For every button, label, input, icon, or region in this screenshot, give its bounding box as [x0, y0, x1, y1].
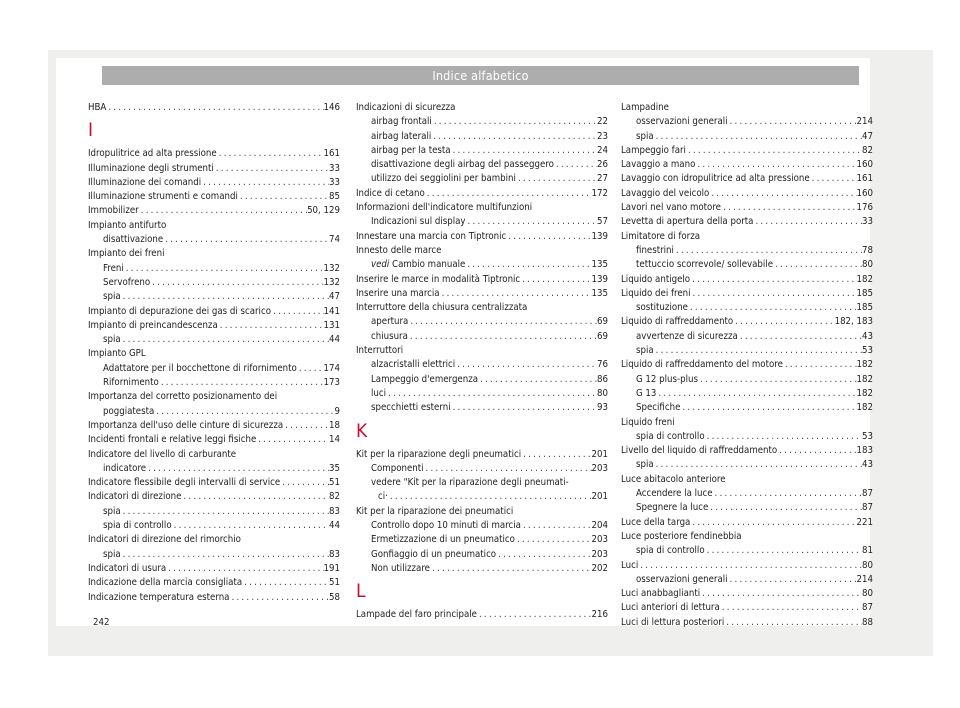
index-subentry: sostituzione . . . 185 — [621, 301, 873, 315]
index-entry: Lavaggio a mano . . . 160 — [621, 158, 873, 172]
index-entry: Inserire le marce in modalità Tiptronic . . . 139 — [356, 273, 608, 287]
index-subentry: Freni . . . 132 — [88, 262, 340, 276]
index-heading: Impianto GPL — [88, 348, 146, 360]
index-subentry: spia . . . 47 — [621, 130, 873, 144]
index-heading: Indicatori di direzione del rimorchio — [88, 534, 241, 546]
index-subentry: tettuccio scorrevole/ sollevabile . . . 80 — [621, 258, 873, 272]
section-letter: I — [88, 119, 94, 142]
index-entry: Liquido dei freni . . . 185 — [621, 287, 873, 301]
index-heading: Limitatore di forza — [621, 230, 701, 242]
index-entry: Illuminazione dei comandi . . . 33 — [88, 176, 340, 190]
index-heading: Impianto dei freni — [88, 248, 165, 260]
index-entry: Lavori nel vano motore . . . 176 — [621, 201, 873, 215]
index-entry: HBA . . . 146 — [88, 101, 340, 115]
index-subentry: G 13 . . . 182 — [621, 387, 873, 401]
index-subentry: Rifornimento . . . 173 — [88, 376, 340, 390]
index-subentry: disattivazione . . . 74 — [88, 233, 340, 247]
index-entry: Luci di lettura posteriori . . . 88 — [621, 616, 873, 630]
index-heading: Kit per la riparazione dei pneumatici — [356, 505, 514, 517]
index-subentry: indicatore . . . 35 — [88, 462, 340, 476]
index-entry: Liquido antigelo . . . 182 — [621, 273, 873, 287]
index-entry: Inserire una marcia . . . 135 — [356, 287, 608, 301]
index-entry: Idropulitrice ad alta pressione . . . 161 — [88, 147, 340, 161]
index-subentry: spia . . . 83 — [88, 505, 340, 519]
index-heading: Interruttori — [356, 345, 404, 357]
index-subentry: Ermetizzazione di un pneumatico . . . 203 — [356, 533, 608, 547]
index-entry: Luce della targa . . . 221 — [621, 516, 873, 530]
index-entry: Lampeggio fari . . . 82 — [621, 144, 873, 158]
index-heading: Informazioni dell'indicatore multifunzioni — [356, 202, 533, 214]
index-subentry: Specifiche . . . 182 — [621, 401, 873, 415]
index-entry: Indicatori di usura . . . 191 — [88, 562, 340, 576]
index-column-1 — [88, 101, 340, 605]
index-subheading: vedere "Kit per la riparazione degli pneumati- — [371, 477, 569, 489]
index-column-2 — [356, 101, 608, 623]
index-subentry: Componenti . . . 203 — [356, 462, 608, 476]
index-subentry: Controllo dopo 10 minuti di marcia . . . 204 — [356, 519, 608, 533]
index-entry: Livello del liquido di raffreddamento . . . 183 — [621, 444, 873, 458]
index-entry: Illuminazione degli strumenti . . . 33 — [88, 162, 340, 176]
index-subentry: apertura . . . 69 — [356, 315, 608, 329]
index-subentry: osservazioni generali . . . 214 — [621, 573, 873, 587]
index-heading: Luce posteriore fendinebbia — [621, 530, 742, 542]
index-subentry: Indicazioni sul display . . . 57 — [356, 215, 608, 229]
index-subentry: avvertenze di sicurezza . . . 43 — [621, 330, 873, 344]
index-subentry: spia . . . 53 — [621, 344, 873, 358]
index-entry: Lampade del faro principale . . . 216 — [356, 608, 608, 622]
index-entry: Luci anabbaglianti . . . 80 — [621, 587, 873, 601]
index-subentry: specchietti esterni . . . 93 — [356, 401, 608, 415]
index-heading: Lampadine — [621, 102, 669, 113]
index-subentry: alzacristalli elettrici . . . 76 — [356, 358, 608, 372]
index-subentry: airbag per la testa . . . 24 — [356, 144, 608, 158]
index-subentry: osservazioni generali . . . 214 — [621, 115, 873, 129]
index-subentry: utilizzo dei seggiolini per bambini . . . 27 — [356, 172, 608, 186]
index-heading: Innesto delle marce — [356, 244, 442, 256]
page-title: Indice alfabetico — [102, 66, 859, 85]
index-subentry: airbag laterali . . . 23 — [356, 130, 608, 144]
index-subentry: luci . . . 80 — [356, 387, 608, 401]
index-heading: Interruttore della chiusura centralizzata — [356, 302, 528, 314]
index-entry: Luci . . . 80 — [621, 559, 873, 573]
index-subentry: spia . . . 83 — [88, 548, 340, 562]
index-subentry: airbag frontali . . . 22 — [356, 115, 608, 129]
index-entry: Illuminazione strumenti e comandi . . . 85 — [88, 190, 340, 204]
index-subentry: spia . . . 44 — [88, 333, 340, 347]
index-subentry: Non utilizzare . . . 202 — [356, 562, 608, 576]
index-entry: Impianto di preincandescenza . . . 131 — [88, 319, 340, 333]
index-subentry: Lampeggio d'emergenza . . . 86 — [356, 373, 608, 387]
index-subentry: Gonfiaggio di un pneumatico . . . 203 — [356, 548, 608, 562]
index-subentry: spia . . . 43 — [621, 458, 873, 472]
index-entry: Liquido di raffreddamento del motore . . . 182 — [621, 358, 873, 372]
index-heading: Indicatore del livello di carburante — [88, 448, 237, 460]
index-subentry: spia di controllo . . . 44 — [88, 519, 340, 533]
index-entry: Innestare una marcia con Tiptronic . . . 139 — [356, 230, 608, 244]
index-subentry: chiusura . . . 69 — [356, 330, 608, 344]
index-entry: Kit per la riparazione degli pneumatici . . . 201 — [356, 448, 608, 462]
index-column-3 — [621, 101, 873, 630]
index-entry: Lavaggio del veicolo . . . 160 — [621, 187, 873, 201]
index-subentry: Accendere la luce . . . 87 — [621, 487, 873, 501]
index-entry: Indicatori di direzione . . . 82 — [88, 490, 340, 504]
section-letter: K — [356, 419, 368, 442]
index-subentry: finestrini . . . 78 — [621, 244, 873, 258]
index-subentry: vedi Cambio manuale . . . 135 — [356, 258, 608, 272]
index-heading: Luce abitacolo anteriore — [621, 473, 726, 485]
index-subentry: spia . . . 47 — [88, 290, 340, 304]
index-entry: Liquido di raffreddamento . . . 182, 183 — [621, 315, 873, 329]
index-subentry: Spegnere la luce . . . 87 — [621, 501, 873, 515]
index-subentry: Servofreno . . . 132 — [88, 276, 340, 290]
page-number: 242 — [93, 617, 110, 628]
index-heading: Indicazioni di sicurezza — [356, 102, 456, 113]
index-subentry: ci· . . . 201 — [356, 490, 608, 504]
index-subentry: G 12 plus-plus . . . 182 — [621, 373, 873, 387]
index-subentry: spia di controllo . . . 81 — [621, 544, 873, 558]
index-subentry: Adattatore per il bocchettone di rifornimento . . . 174 — [88, 362, 340, 376]
index-entry: Impianto di depurazione dei gas di scarico . . . 141 — [88, 305, 340, 319]
index-entry: Indicatore flessibile degli intervalli di service . . . 51 — [88, 476, 340, 490]
index-subentry: spia di controllo . . . 53 — [621, 430, 873, 444]
section-letter: L — [356, 580, 366, 603]
index-entry: Indicazione temperatura esterna . . . 58 — [88, 591, 340, 605]
index-entry: Levetta di apertura della porta . . . 33 — [621, 215, 873, 229]
index-entry: Immobilizer . . . 50, 129 — [88, 204, 340, 218]
index-entry: Indicazione della marcia consigliata . . . 51 — [88, 576, 340, 590]
index-entry: Incidenti frontali e relative leggi fisiche . . . 14 — [88, 433, 340, 447]
index-subentry: disattivazione degli airbag del passeggero . . . 26 — [356, 158, 608, 172]
index-heading: Impianto antifurto — [88, 219, 167, 231]
index-heading: Importanza del corretto posizionamento dei — [88, 391, 278, 403]
index-entry: Indice di cetano . . . 172 — [356, 187, 608, 201]
index-entry: Lavaggio con idropulitrice ad alta pressione . . . 161 — [621, 172, 873, 186]
index-heading: Liquido freni — [621, 416, 675, 428]
index-entry: Importanza dell'uso delle cinture di sicurezza . . . 18 — [88, 419, 340, 433]
index-subentry: poggiatesta . . . 9 — [88, 405, 340, 419]
index-entry: Luci anteriori di lettura . . . 87 — [621, 601, 873, 615]
